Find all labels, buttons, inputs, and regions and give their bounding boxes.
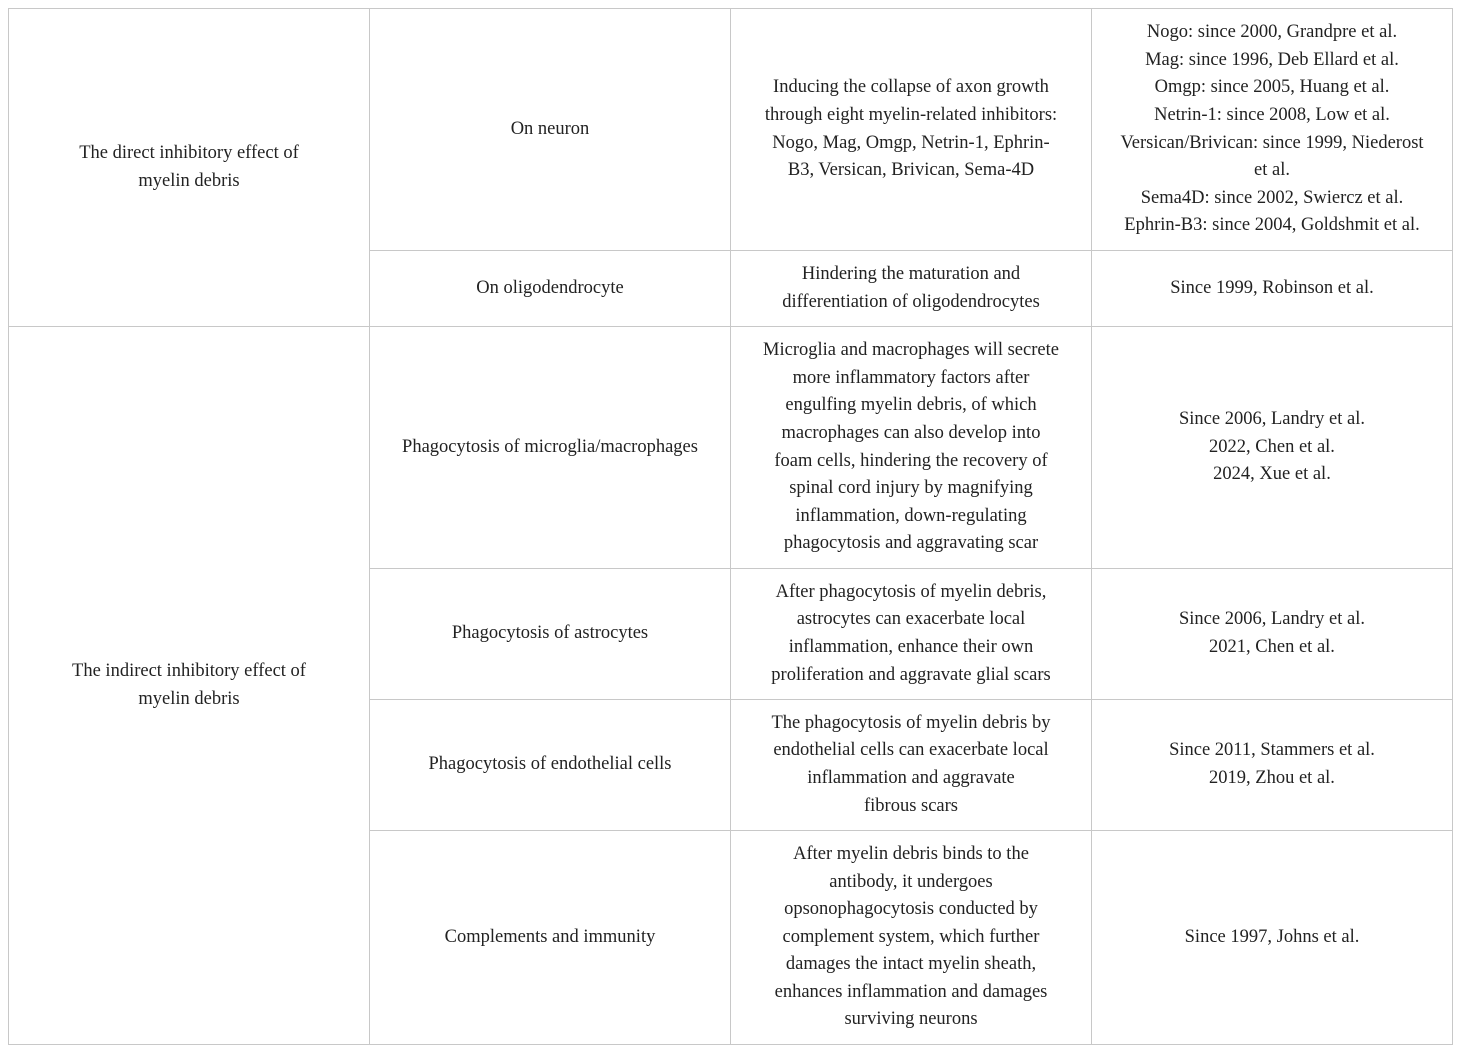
target-cell	[370, 327, 731, 569]
text-line: Sema4D: since 2002, Swiercz et al.	[1140, 187, 1404, 208]
text-line: enhances inflammation and damages	[774, 981, 1048, 1002]
text-line: et al.	[1254, 160, 1290, 181]
text-line: macrophages can also develop into	[781, 422, 1041, 443]
text-line: more inflammatory factors after	[792, 367, 1030, 388]
text-line: Omgp: since 2005, Huang et al.	[1154, 77, 1390, 98]
effect-cell	[731, 831, 1092, 1045]
text-line: Inducing the collapse of axon growth	[773, 77, 1049, 98]
text-line: The direct inhibitory effect of	[79, 142, 299, 163]
text-line: Phagocytosis of microglia/macrophages	[402, 436, 698, 457]
text-line: antibody, it undergoes	[829, 871, 993, 892]
text-line: B3, Versican, Brivican, Sema-4D	[787, 160, 1035, 181]
text-line: opsonophagocytosis conducted by	[784, 899, 1038, 920]
text-line: Versican/Brivican: since 1999, Niederost	[1120, 132, 1424, 153]
text-line: Microglia and macrophages will secrete	[763, 340, 1059, 361]
text-line: through eight myelin-related inhibitors:	[764, 104, 1058, 125]
text-line: On oligodendrocyte	[476, 277, 624, 298]
text-line: foam cells, hindering the recovery of	[774, 450, 1048, 471]
text-line: proliferation and aggravate glial scars	[771, 664, 1051, 685]
myelin-debris-effects-table	[8, 8, 1453, 1045]
text-line: 2024, Xue et al.	[1213, 464, 1331, 485]
text-line: Ephrin-B3: since 2004, Goldshmit et al.	[1124, 215, 1420, 236]
text-line: engulfing myelin debris, of which	[785, 395, 1037, 416]
text-line: inflammation and aggravate	[807, 768, 1015, 788]
references-cell	[1092, 9, 1453, 251]
text-line: Nogo, Mag, Omgp, Netrin-1, Ephrin-	[772, 132, 1050, 153]
references-cell	[1092, 700, 1453, 831]
text-line: After myelin debris binds to the	[793, 843, 1029, 864]
text-line: complement system, which further	[782, 926, 1040, 947]
text-line: Since 2006, Landry et al.	[1179, 409, 1365, 430]
text-line: Complements and immunity	[444, 926, 656, 947]
references-cell	[1092, 251, 1453, 327]
text-line: surviving neurons	[844, 1009, 978, 1030]
text-line: 2019, Zhou et al.	[1209, 768, 1335, 788]
effect-cell	[731, 700, 1092, 831]
table-row	[9, 327, 1453, 569]
text-line: inflammation, down-regulating	[795, 505, 1027, 526]
target-cell	[370, 831, 731, 1045]
text-line: spinal cord injury by magnifying	[789, 478, 1033, 499]
text-line: Phagocytosis of endothelial cells	[428, 754, 672, 775]
text-line: Since 2011, Stammers et al.	[1169, 740, 1375, 761]
text-line: Mag: since 1996, Deb Ellard et al.	[1145, 49, 1399, 70]
category-cell	[9, 327, 370, 1045]
text-line: 2021, Chen et al.	[1209, 637, 1335, 657]
text-line: astrocytes can exacerbate local	[796, 609, 1026, 630]
text-line: On neuron	[510, 118, 590, 139]
text-line: fibrous scars	[863, 795, 959, 816]
text-line: Since 1999, Robinson et al.	[1170, 277, 1374, 298]
text-line: The phagocytosis of myelin debris by	[771, 712, 1051, 733]
text-line: damages the intact myelin sheath,	[785, 954, 1037, 975]
target-cell	[370, 700, 731, 831]
text-line: 2022, Chen et al.	[1209, 436, 1335, 457]
effect-cell	[731, 569, 1092, 700]
target-cell	[370, 251, 731, 327]
table-body	[9, 9, 1453, 1045]
text-line: Hindering the maturation and	[801, 263, 1021, 284]
text-line: Phagocytosis of astrocytes	[451, 623, 649, 644]
effect-cell	[731, 251, 1092, 327]
text-line: Netrin-1: since 2008, Low et al.	[1154, 104, 1390, 125]
references-cell	[1092, 831, 1453, 1045]
effect-cell	[731, 9, 1092, 251]
text-line: Since 2006, Landry et al.	[1179, 609, 1365, 630]
target-cell	[370, 569, 731, 700]
effect-cell	[731, 327, 1092, 569]
references-cell	[1092, 569, 1453, 700]
table-row	[9, 9, 1453, 251]
references-cell	[1092, 327, 1453, 569]
text-line: phagocytosis and aggravating scar	[783, 533, 1039, 554]
text-line: Since 1997, Johns et al.	[1184, 926, 1360, 947]
text-line: myelin debris	[138, 170, 240, 191]
text-line: The indirect inhibitory effect of	[72, 660, 306, 681]
text-line: myelin debris	[138, 688, 240, 709]
text-line: inflammation, enhance their own	[788, 637, 1034, 657]
text-line: differentiation of oligodendrocytes	[782, 291, 1040, 312]
text-line: After phagocytosis of myelin debris,	[775, 581, 1047, 602]
text-line: endothelial cells can exacerbate local	[773, 740, 1049, 761]
text-line: Nogo: since 2000, Grandpre et al.	[1146, 22, 1398, 43]
target-cell	[370, 9, 731, 251]
category-cell	[9, 9, 370, 327]
